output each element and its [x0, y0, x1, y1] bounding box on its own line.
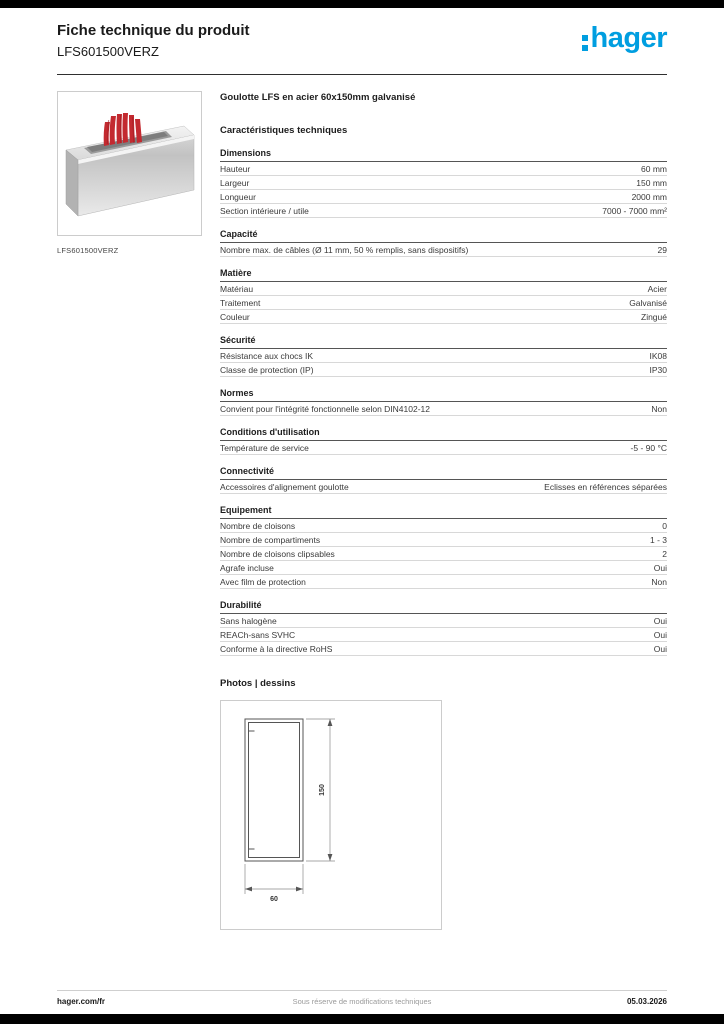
spec-section: [220, 427, 667, 455]
spec-value: Oui: [653, 629, 667, 640]
spec-value: 29: [657, 244, 667, 255]
footer-disclaimer: Sous réserve de modifications techniques: [292, 997, 432, 1006]
product-photo-frame: [57, 91, 202, 236]
hager-logo: [582, 22, 667, 54]
specifications-column: [220, 91, 667, 930]
drawing-height-label: 150: [319, 784, 326, 796]
spec-value: Oui: [653, 615, 667, 626]
spec-section: [220, 335, 667, 377]
spec-label: Agrafe incluse: [220, 562, 274, 573]
footer-website-link[interactable]: hager.com/fr: [57, 997, 106, 1006]
section-title: Sécurité: [220, 335, 667, 349]
spec-value: 2: [662, 548, 667, 559]
spec-label: Température de service: [220, 442, 309, 453]
spec-section: [220, 466, 667, 494]
spec-section: [220, 600, 667, 656]
section-title: Dimensions: [220, 148, 667, 162]
drawing-section: [220, 678, 667, 930]
spec-label: Classe de protection (IP): [220, 364, 314, 375]
profile-outline: [245, 719, 303, 861]
spec-value: 60 mm: [641, 163, 667, 174]
spec-section: [220, 229, 667, 257]
spec-row: [220, 243, 667, 257]
spec-label: Matériau: [220, 283, 254, 294]
spec-value: Zingué: [641, 311, 667, 322]
page-title: Fiche technique du produit: [57, 22, 250, 39]
section-title: Matière: [220, 268, 667, 282]
spec-row: [220, 628, 667, 642]
spec-row: [220, 561, 667, 575]
product-name: Goulotte LFS en acier 60x150mm galvanisé: [220, 92, 416, 103]
spec-row: [220, 363, 667, 377]
spec-label: Traitement: [220, 297, 261, 308]
spec-label: Nombre de cloisons: [220, 520, 296, 531]
logo-colon-icon: [582, 35, 588, 51]
section-title: Capacité: [220, 229, 667, 243]
product-photo-caption: LFS601500VERZ: [57, 246, 119, 255]
drawing-width-label: 60: [270, 896, 278, 903]
spec-section: [220, 505, 667, 589]
characteristics-header: Caractéristiques techniques: [220, 125, 348, 136]
spec-value: Oui: [653, 643, 667, 654]
spec-row: [220, 349, 667, 363]
spec-section: [220, 148, 667, 218]
technical-drawing-frame: [220, 700, 442, 930]
datasheet-page: [57, 8, 667, 930]
spec-label: Longueur: [220, 191, 256, 202]
spec-label: Accessoires d'alignement goulotte: [220, 481, 349, 492]
spec-label: Couleur: [220, 311, 250, 322]
spec-row: [220, 402, 667, 416]
spec-row: [220, 190, 667, 204]
spec-label: REACh-sans SVHC: [220, 629, 296, 640]
spec-label: Convient pour l'intégrité fonctionnelle selon DIN4102-12: [220, 403, 431, 414]
spec-label: Résistance aux chocs IK: [220, 350, 314, 361]
spec-section: [220, 268, 667, 324]
spec-value: IK08: [649, 350, 667, 361]
dimension-lines: [245, 719, 335, 894]
header-titles: [57, 22, 250, 59]
dimension-drawing: [231, 711, 431, 921]
spec-label: Conforme à la directive RoHS: [220, 643, 333, 654]
spec-value: Oui: [653, 562, 667, 573]
logo-wordmark: hager: [590, 22, 667, 54]
spec-value: Galvanisé: [629, 297, 667, 308]
spec-row: [220, 441, 667, 455]
spec-label: Nombre de cloisons clipsables: [220, 548, 335, 559]
spec-row: [220, 519, 667, 533]
spec-row: [220, 310, 667, 324]
spec-label: Nombre de compartiments: [220, 534, 321, 545]
spec-row: [220, 480, 667, 494]
product-reference: LFS601500VERZ: [57, 44, 159, 59]
spec-row: [220, 204, 667, 218]
footer-date: 05.03.2026: [626, 997, 667, 1006]
section-title: Connectivité: [220, 466, 667, 480]
dimension-arrowheads: [245, 719, 332, 891]
spec-row: [220, 282, 667, 296]
section-title: Durabilité: [220, 600, 667, 614]
spec-row: [220, 547, 667, 561]
spec-value: -5 - 90 °C: [630, 442, 667, 453]
spec-label: Sans halogène: [220, 615, 277, 626]
spec-value: Non: [651, 403, 667, 414]
spec-section: [220, 388, 667, 416]
spec-label: Largeur: [220, 177, 250, 188]
spec-label: Avec film de protection: [220, 576, 306, 587]
spec-value: IP30: [649, 364, 667, 375]
drawing-section-title: Photos | dessins: [220, 678, 296, 689]
logo-dot: [582, 35, 588, 41]
top-black-bar: [0, 0, 724, 8]
spec-label: Nombre max. de câbles (Ø 11 mm, 50 % remplis, sans dispositifs): [220, 244, 469, 255]
section-title: Normes: [220, 388, 667, 402]
logo-dot: [582, 45, 588, 51]
spec-sections: [220, 148, 667, 656]
content-area: [57, 91, 667, 930]
spec-row: [220, 642, 667, 656]
spec-value: Non: [651, 576, 667, 587]
spec-row: [220, 296, 667, 310]
product-photo-image: [58, 92, 201, 235]
spec-row: [220, 533, 667, 547]
spec-value: 150 mm: [636, 177, 667, 188]
spec-value: 1 - 3: [649, 534, 667, 545]
spec-label: Section intérieure / utile: [220, 205, 309, 216]
trunking-end-cap: [66, 150, 78, 216]
spec-value: 7000 - 7000 mm²: [602, 205, 667, 216]
spec-value: 0: [662, 520, 667, 531]
page-footer: [57, 990, 667, 1006]
spec-row: [220, 614, 667, 628]
spec-value: 2000 mm: [631, 191, 667, 202]
spec-row: [220, 176, 667, 190]
spec-row: [220, 575, 667, 589]
document-header: [57, 8, 667, 75]
spec-label: Hauteur: [220, 163, 251, 174]
spec-value: Eclisses en références séparées: [544, 481, 667, 492]
spec-value: Acier: [647, 283, 667, 294]
product-image-column: [57, 91, 202, 930]
bottom-black-bar: [0, 1014, 724, 1024]
section-title: Equipement: [220, 505, 667, 519]
section-title: Conditions d'utilisation: [220, 427, 667, 441]
spec-row: [220, 162, 667, 176]
